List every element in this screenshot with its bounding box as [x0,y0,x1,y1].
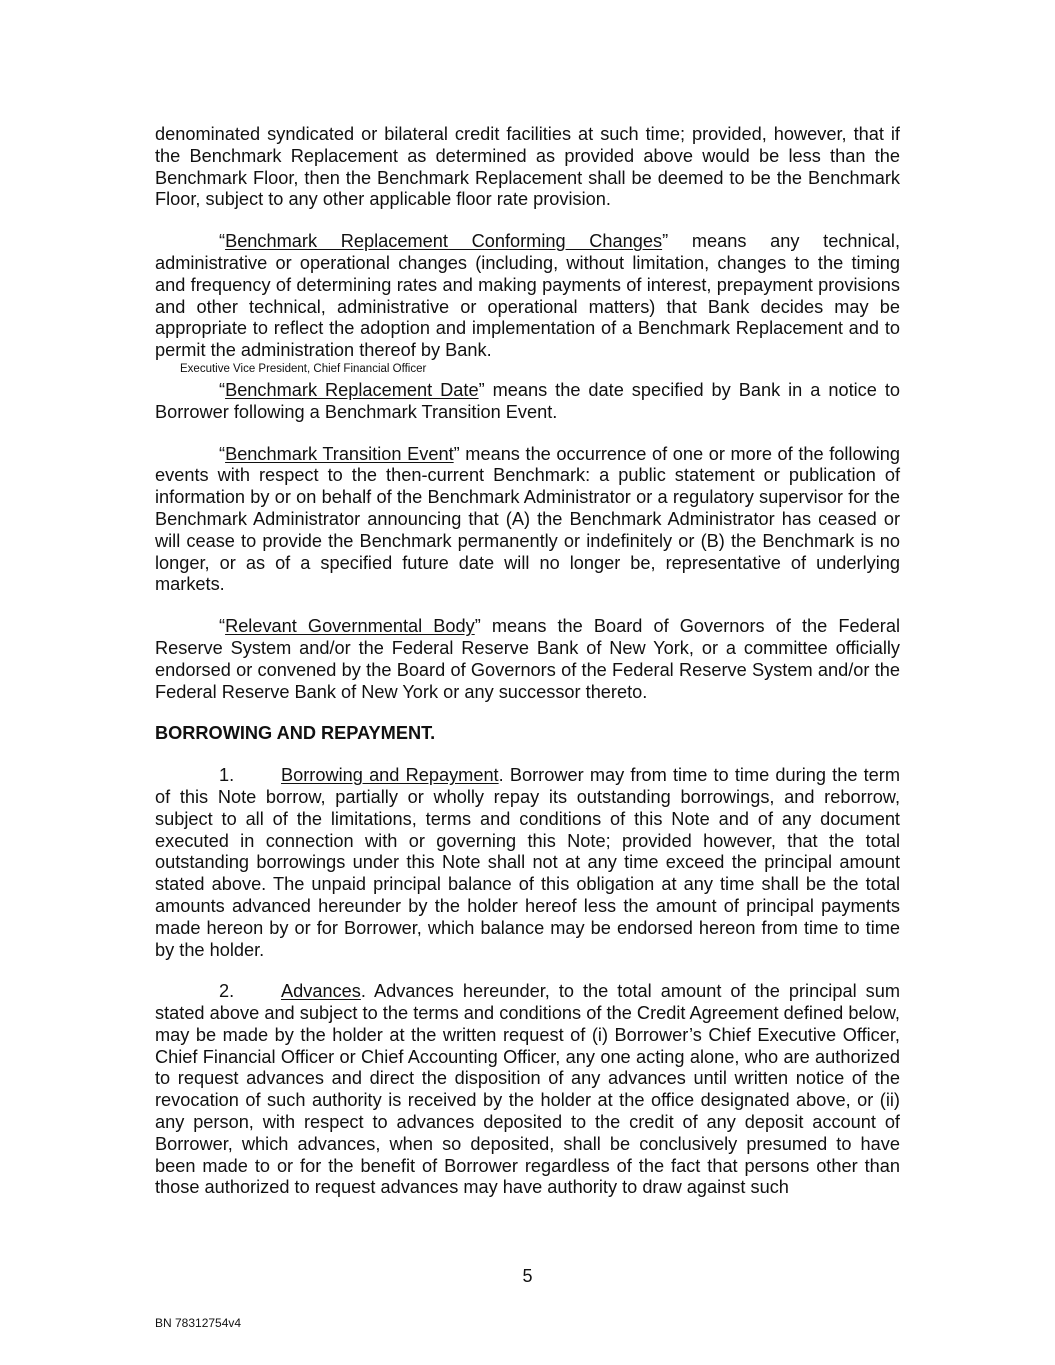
document-body [155,124,900,1199]
definition-text: ” means the Board of Governors of the Federal Reserve System and/or the Federal Reserve Bank of New York, or a committee officially endorsed or convened by the Board of Governors of the Federal Reserve System and/or the Federal Reserve Bank of New York or any successor thereto. [155,616,900,702]
item-text: . Advances hereunder, to the total amount of the principal sum stated above and subject to the terms and conditions of the Credit Agreement defined below, may be made by the holder at the written request of (i) Borrower’s Chief Executive Officer, Chief Financial Officer or Chief Accounting Officer, any one acting alone, who are authorized to request advances and direct the disposition of any advances until written notice of the revocation of such authority is received by the holder at the office designated above, or (ii) any person, with respect to advances deposited to the credit of any deposit account of Borrower, which advances, when so deposited, shall be conclusively presumed to have been made to or for the benefit of Borrower regardless of the fact that persons other than those authorized to request advances may have authority to draw against such [155,981,900,1198]
definition-conforming-changes [155,231,900,362]
item-title: Borrowing and Repayment [281,765,499,786]
definition-replacement-date [155,380,900,424]
definition-text: ” means the date specified by Bank in a notice to Borrower following a Benchmark Transition Event. [155,379,901,422]
defined-term: Benchmark Transition Event [225,443,454,464]
signature-title-note: Executive Vice President, Chief Financial Officer [180,362,427,375]
item-borrowing-repayment [155,765,900,961]
definition-governmental-body [155,616,900,703]
item-text: . Borrower may from time to time during the term of this Note borrow, partially or wholly repay its outstanding borrowings, and reborrow, subject to all of the limitations, terms and conditions of this Note and of any document executed in connection with or governing this Note; provided however, that the total outstanding borrowings under this Note shall not at any time exceed the principal amount stated above. The unpaid principal balance of this obligation at any time shall be the total amounts advanced hereunder by the holder hereof less the amount of principal payments made hereon by or for Borrower, which balance may be endorsed hereon from time to time by the holder. [155,765,900,960]
section-heading: BORROWING AND REPAYMENT. [155,723,436,744]
defined-term: Benchmark Replacement Conforming Changes [225,231,663,252]
open-quote: “ [219,231,226,252]
open-quote: “ [219,616,226,637]
defined-term: Relevant Governmental Body [225,616,475,637]
item-title: Advances [281,981,361,1002]
document-id: BN 78312754v4 [155,1316,242,1330]
open-quote: “ [219,379,226,400]
definition-text: ” means the occurrence of one or more of the following events with respect to the then-current Benchmark: a public statement or publication of information by or on behalf of the Benchmark Administrator or a regulatory supervisor for the Benchmark Administrator announcing that (A) the Benchmark Administrator has ceased or will cease to provide the Benchmark permanently or indefinitely or (B) the Benchmark is no longer, or as of a specified future date will no longer be, representative of underlying markets. [155,443,900,595]
item-advances [155,981,900,1199]
definition-text: ” means any technical, administrative or operational changes (including, without limitation, changes to the timing and frequency of determining rates and making payments of interest, prepayment provisions and other technical, administrative or operational matters) that Bank decides may be appropriate to reflect the adoption and implementation of a Benchmark Replacement and to permit the administration thereof by Bank. [155,231,900,361]
page-number: 5 [522,1266,533,1286]
item-number: 2. [219,981,235,1002]
item-number: 1. [219,765,235,786]
definition-transition-event [155,444,900,597]
open-quote: “ [219,443,226,464]
paragraph-benchmark-floor: denominated syndicated or bilateral credit facilities at such time; provided, however, that if the Benchmark Replacement as determined as provided above would be less than the Benchmark Floor, then the Benchmark Replacement shall be deemed to be the Benchmark Floor, subject to any other applicable floor rate provision. [155,124,900,210]
defined-term: Benchmark Replacement Date [225,379,479,400]
